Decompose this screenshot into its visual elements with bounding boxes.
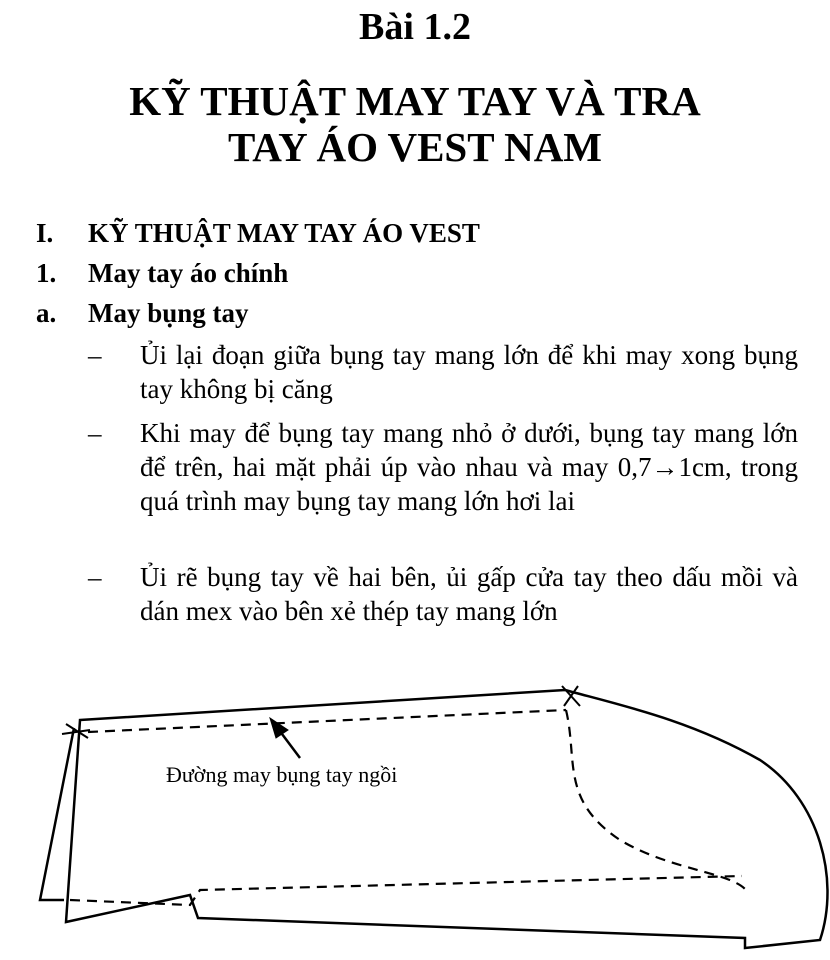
section-title: KỸ THUẬT MAY TAY ÁO VEST — [88, 218, 480, 248]
bullet-dash: – — [88, 418, 102, 448]
title-line-2: TAY ÁO VEST NAM — [227, 124, 603, 170]
page-title — [0, 78, 830, 170]
title-line-1: KỸ THUẬT MAY TAY VÀ TRA — [129, 78, 701, 124]
bullet-text: Ủi lại đoạn giữa bụng tay mang lớn để khi may xong bụng tay không bị căng — [140, 340, 798, 404]
subsection-heading — [36, 256, 288, 290]
notch-mark-right — [562, 686, 580, 706]
subsection-number: 1. — [36, 258, 57, 288]
notch-mark-left — [62, 724, 90, 738]
bullet-item — [88, 338, 798, 406]
bullet-text: Khi may để bụng tay mang nhỏ ở dưới, bụng tay mang lớn để trên, hai mặt phải úp vào nhau và may 0,7→1cm, trong quá trình may bụng tay mang lớn hơi lai — [140, 418, 798, 516]
bullet-item — [88, 416, 798, 518]
seam-line-bottom — [70, 876, 742, 905]
item-heading — [36, 296, 249, 330]
item-title: May bụng tay — [88, 298, 249, 328]
diagram-caption: Đường may bụng tay ngồi — [166, 762, 398, 787]
arrow-head — [270, 718, 288, 738]
bullet-item — [88, 560, 798, 628]
item-letter: a. — [36, 298, 57, 328]
bullet-text: Ủi rẽ bụng tay về hai bên, ủi gấp cửa tay theo dấu mồi và dán mex vào bên xẻ thép tay mang lớn — [140, 562, 798, 626]
subsection-title: May tay áo chính — [88, 258, 289, 288]
sleeve-pattern-diagram — [0, 670, 830, 960]
bullet-dash: – — [88, 340, 102, 370]
section-number: I. — [36, 218, 54, 248]
bullet-dash: – — [88, 562, 102, 592]
seam-line-curve — [566, 710, 746, 890]
section-heading — [36, 216, 480, 250]
lesson-number: Bài 1.2 — [359, 6, 471, 48]
seam-line-top — [88, 710, 566, 732]
